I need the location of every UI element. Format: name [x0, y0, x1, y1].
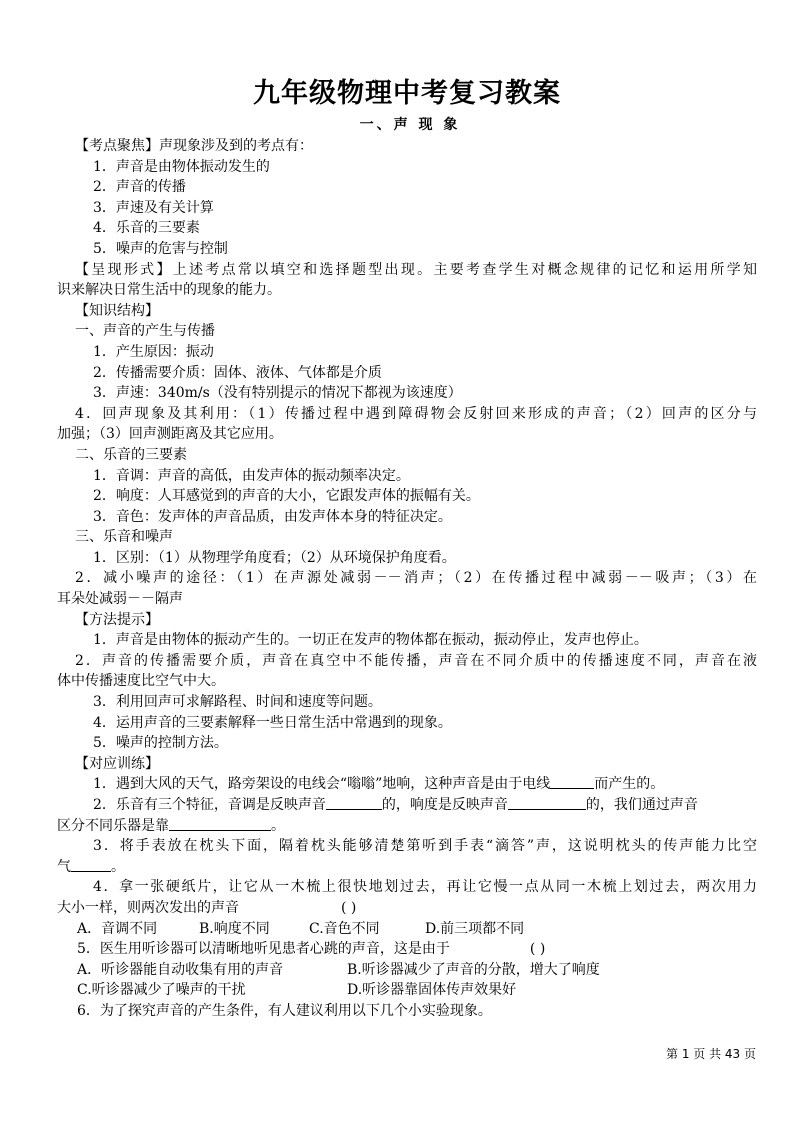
option-d[interactable]: D.前三项都不同: [425, 920, 525, 937]
method-items: [57, 692, 757, 754]
list-item-continuation: 耳朵处减弱－－隔声: [57, 591, 183, 608]
list-item: 5．噪声的控制方法。: [93, 735, 228, 752]
question-5-options: [57, 980, 757, 1001]
question-text: 2．乐音有三个特征，音调是反映声音: [93, 797, 326, 813]
list-item-continuation: 加强；（3）回声测距离及其它应用。: [57, 426, 283, 443]
section-subtitle: 一、声 现 象: [359, 117, 461, 133]
option-b[interactable]: B.听诊器减少了声音的分散，增大了响度: [347, 961, 600, 978]
presentation-form-line: 【呈现形式】上述考点常以填空和选择题型出现。主要考查学生对概念规律的记忆和运用所学知: [75, 261, 757, 278]
question-text: 。: [271, 817, 285, 834]
question-5-options: [57, 960, 757, 981]
answer-blank[interactable]: [508, 795, 586, 810]
list-item-continuation: 体中传播速度比空气中大。: [57, 673, 225, 690]
question-text: 气: [57, 858, 71, 875]
list-item: 2．响度：人耳感觉到的声音的大小，它跟发声体的振幅有关。: [93, 488, 480, 505]
question-4-continuation: [57, 898, 757, 919]
option-c[interactable]: C.音色不同: [309, 920, 380, 937]
list-item: 2．声音的传播需要介质，声音在真空中不能传播，声音在不同介质中的传播速度不同，声音在液: [75, 652, 757, 669]
method-tips-heading: 【方法提示】: [75, 611, 159, 628]
list-item: 3．声速：340m/s（没有特别提示的情况下都视为该速度）: [93, 385, 462, 402]
question-text: 1．遇到大风的天气，路旁架设的电线会“嗡嗡”地响，这种声音是由于电线: [93, 776, 551, 793]
presentation-form-line: 识来解决日常生活中的现象的能力。: [57, 282, 281, 299]
section-items: [57, 548, 757, 569]
knowledge-structure-heading: 【知识结构】: [75, 302, 159, 319]
option-c[interactable]: C.听诊器减少了噪声的干扰: [77, 982, 246, 999]
answer-blank[interactable]: [326, 795, 382, 810]
answer-blank[interactable]: [550, 774, 594, 789]
question-text: 。: [111, 858, 125, 875]
option-d[interactable]: D.听诊器靠固体传声效果好: [347, 982, 517, 999]
document-page: [57, 74, 757, 1022]
list-item: 1．音调：声音的高低，由发声体的振动频率决定。: [93, 467, 410, 484]
exam-points-list: [57, 157, 757, 260]
question-text: 区分不同乐器是靠: [57, 817, 169, 834]
list-item: 3．声速及有关计算: [93, 199, 214, 216]
question-3-continuation: [57, 857, 757, 878]
question-text: 5．医生用听诊器可以清晰地听见患者心跳的声音，这是由于: [77, 941, 450, 958]
list-item: 1．区别：（1）从物理学角度看；（2）从环境保护角度看。: [93, 549, 456, 566]
question-2: [57, 795, 757, 816]
answer-bracket[interactable]: ( ): [341, 899, 357, 916]
section-items: [57, 466, 757, 528]
list-item: 4．运用声音的三要素解释一些日常生活中常遇到的现象。: [93, 714, 452, 731]
page-number: 第 1 页 共 43 页: [666, 1047, 756, 1061]
question-4: 4．拿一张硬纸片，让它从一木梳上很快地划过去，再让它慢一点从同一木梳上划过去，两次用力: [93, 879, 757, 896]
list-item: 2．减小噪声的途径：（1）在声源处减弱－－消声；（2）在传播过程中减弱－－吸声；（3）在: [75, 570, 757, 587]
list-item: 1．声音是由物体振动发生的: [93, 158, 270, 175]
list-item: 2．传播需要介质：固体、液体、气体都是介质: [93, 364, 382, 381]
question-text: 的，响度是反映声音: [381, 797, 508, 813]
option-a[interactable]: A．音调不同: [77, 920, 158, 937]
question-1: [57, 774, 757, 795]
list-item: 4．回声现象及其利用：（1）传播过程中遇到障碍物会反射回来形成的声音；（2）回声的区分与: [75, 405, 757, 422]
question-3: 3．将手表放在枕头下面，隔着枕头能够清楚第听到手表“滴答”声，这说明枕头的传声能力比空: [93, 838, 757, 855]
list-item: 1．声音是由物体的振动产生的。一切正在发声的物体都在振动，振动停止，发声也停止。: [93, 632, 648, 649]
option-b[interactable]: B.响度不同: [199, 920, 270, 937]
document-title: 九年级物理中考复习教案: [253, 78, 561, 109]
section-heading: 二、乐音的三要素: [75, 446, 187, 463]
training-heading: 【对应训练】: [75, 755, 159, 772]
answer-blank[interactable]: [169, 816, 271, 831]
list-item: 3．利用回声可求解路程、时间和速度等问题。: [93, 694, 382, 711]
list-item: 5．噪声的危害与控制: [93, 240, 228, 257]
list-item: 1．产生原因：振动: [93, 343, 214, 360]
answer-blank[interactable]: [71, 857, 111, 872]
option-a[interactable]: A．听诊器能自动收集有用的声音: [77, 961, 284, 978]
question-text: 大小一样，则两次发出的声音: [57, 899, 239, 916]
question-text: 而产生的。: [594, 776, 665, 793]
question-6: 6．为了探究声音的产生条件，有人建议利用以下几个小实验现象。: [77, 1002, 492, 1019]
answer-bracket[interactable]: ( ): [529, 941, 546, 958]
method-items: [57, 630, 757, 651]
list-item: 3．音色：发声体的声音品质，由发声体本身的特征决定。: [93, 508, 452, 525]
list-item: 2．声音的传播: [93, 179, 186, 196]
question-4-options: [57, 919, 757, 940]
question-5: [57, 939, 757, 960]
section-heading: 三、乐音和噪声: [75, 529, 173, 546]
question-2-continuation: [57, 816, 757, 837]
exam-points-intro: 【考点聚焦】声现象涉及到的考点有：: [75, 138, 313, 154]
list-item: 4．乐音的三要素: [93, 220, 200, 237]
question-text: 的，我们通过声音: [585, 797, 698, 813]
section-items: [57, 342, 757, 404]
section-heading: 一、声音的产生与传播: [75, 323, 215, 340]
